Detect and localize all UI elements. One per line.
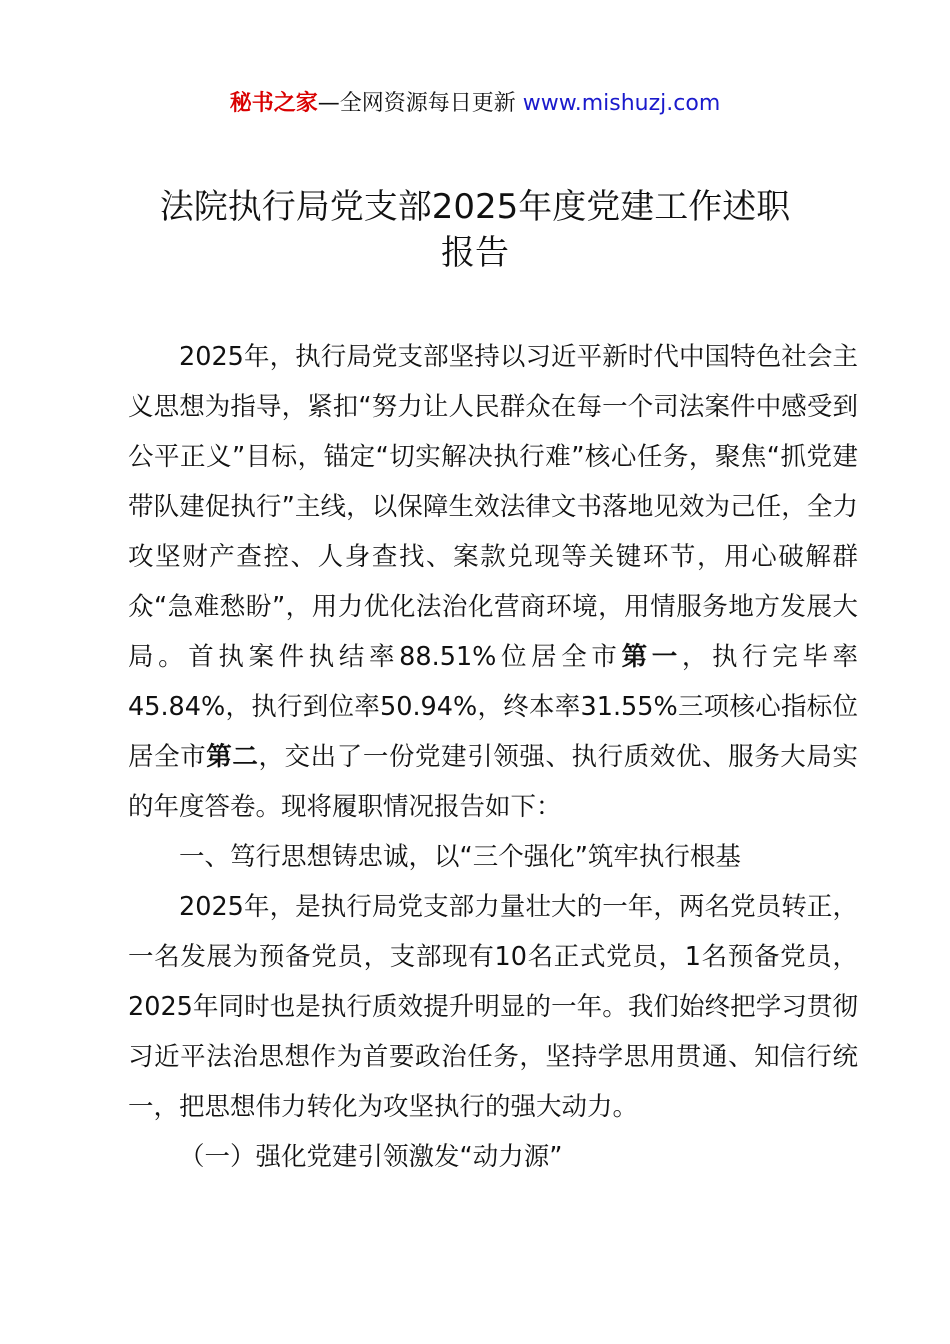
site-url-link[interactable]: www.mishuzj.com <box>522 91 721 116</box>
document-body <box>128 332 858 1182</box>
site-brand: 秘书之家 <box>229 91 318 116</box>
rank-second-highlight: 第二 <box>206 742 259 772</box>
paragraph-section-1: 2025年，是执行局党支部力量壮大的一年，两名党员转正，一名发展为预备党员，支部现有10名正式党员，1名预备党员，2025年同时也是执行质效提升明显的一年。我们始终把学习贯彻习近平法治思想作为首要政治任务，坚持学思用贯通、知信行统一，把思想伟力转化为攻坚执行的强大动力。 <box>128 892 858 1122</box>
intro-text-b: ，执行完毕率45.84%，执行到位率50.94%，终本率31.55%三项核心指标位居全市 <box>128 642 858 772</box>
site-tagline: —全网资源每日更新 <box>317 91 523 116</box>
title-line-1: 法院执行局党支部2025年度党建工作述职 <box>159 187 791 227</box>
document-title <box>100 184 850 276</box>
title-line-2: 报告 <box>441 233 509 273</box>
rank-first-highlight: 第一 <box>621 642 682 672</box>
section-heading-1: 一、笃行思想铸忠诚，以“三个强化”筑牢执行根基 <box>179 842 741 872</box>
intro-text-a: 2025年，执行局党支部坚持以习近平新时代中国特色社会主义思想为指导，紧扣“努力让人民群众在每一个司法案件中感受到公平正义”目标，锚定“切实解决执行难”核心任务，聚焦“抓党建带队建促执行”主线，以保障生效法律文书落地见效为己任，全力攻坚财产查控、人身查找、案款兑现等关键环节，用心破解群众“急难愁盼”，用力优化法治化营商环境，用情服务地方发展大局。首执案件执结率88.51%位居全市 <box>128 342 858 672</box>
intro-text-c: ，交出了一份党建引领强、执行质效优、服务大局实的年度答卷。现将履职情况报告如下： <box>128 742 858 822</box>
site-header <box>0 88 950 120</box>
subsection-heading-1: （一）强化党建引领激发“动力源” <box>179 1142 563 1172</box>
paragraph-intro <box>128 332 858 832</box>
